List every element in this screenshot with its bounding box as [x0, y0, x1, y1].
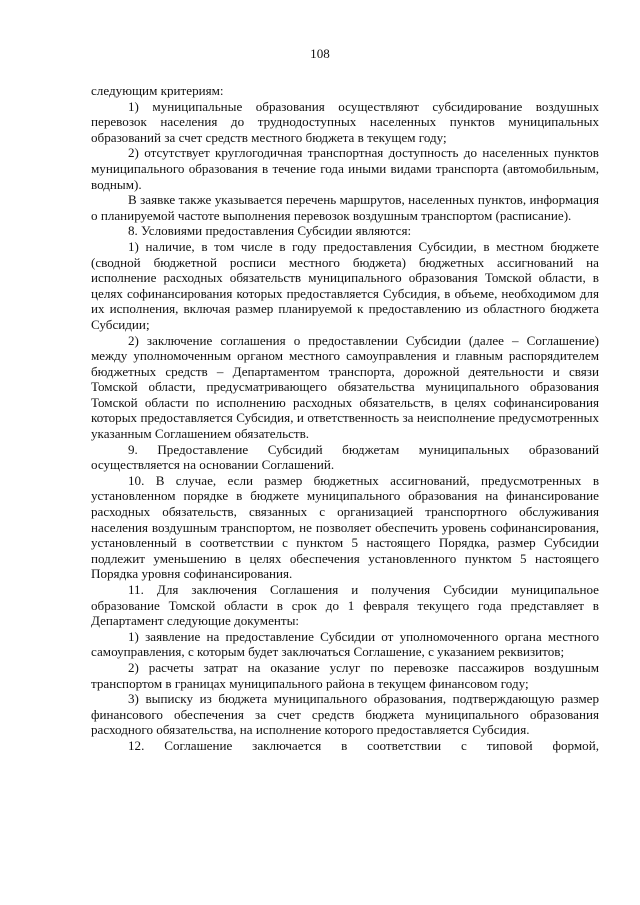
paragraph-criteria-intro: следующим критериям: [91, 83, 224, 98]
paragraph-criterion-2: 2) отсутствует круглогодичная транспортная доступность до населенных пунктов муниципального образования в течение года иными видами транспорта (автомобильным, водным). [91, 145, 599, 192]
paragraph-item-12: 12. Соглашение заключается в соответствии с типовой формой, [128, 737, 599, 753]
paragraph-condition-2: 2) заключение соглашения о предоставлении Субсидии (далее – Соглашение) между уполномоченным органом местного самоуправления и главным распорядителем бюджетных средств – Департаментом транспорта, дорожной деятельности и связи Томской области, предусматривающего обязательства муниципального образования Томской области по исполнению расходных обязательств, в целях софинансирования которых предоставляется Субсидия, и ответственность за неисполнение предусмотренных указанным Соглашением обязательств. [91, 332, 599, 442]
paragraph-document-2: 2) расчеты затрат на оказание услуг по перевозке пассажиров воздушным транспортом в границах муниципального района в текущем финансовом году; [91, 659, 599, 691]
paragraph-item-10: 10. В случае, если размер бюджетных ассигнований, предусмотренных в установленном порядке в бюджете муниципального образования на финансирование расходных обязательств, связанных с организацией транспортного обслуживания населения воздушным транспортом, не позволяет обеспечить уровень софинансирования, установленный в соответствии с пунктом 5 настоящего Порядка, размер Субсидии подлежит уменьшению в целях обеспечения установленного пунктом 5 настоящего Порядка уровня софинансирования. [91, 472, 599, 582]
paragraph-item-9: 9. Предоставление Субсидий бюджетам муниципальных образований осуществляется на основании Соглашений. [91, 441, 599, 473]
paragraph-document-1: 1) заявление на предоставление Субсидии от уполномоченного органа местного самоуправления, с которым будет заключаться Соглашение, с указанием реквизитов; [91, 628, 599, 660]
paragraph-criterion-1: 1) муниципальные образования осуществляют субсидирование воздушных перевозок населения до труднодоступных населенных пунктов муниципальных образований за счет средств местного бюджета в текущем году; [91, 98, 599, 145]
paragraph-item-11: 11. Для заключения Соглашения и получения Субсидии муниципальное образование Томской области в срок до 1 февраля текущего года представляет в Департамент следующие документы: [91, 582, 599, 629]
page-number: 108 [310, 46, 330, 61]
paragraph-item-8: 8. Условиями предоставления Субсидии являются: [128, 223, 412, 239]
paragraph-application-routes: В заявке также указывается перечень маршрутов, населенных пунктов, информация о планируемой частоте выполнения перевозок воздушным транспортом (расписание). [91, 192, 599, 223]
paragraph-document-3: 3) выписку из бюджета муниципального образования, подтверждающую размер финансового обеспечения за счет средств бюджета муниципального образования расходного обязательства, на исполнение которого предоставляется Субсидия. [91, 691, 599, 738]
paragraph-condition-1: 1) наличие, в том числе в году предоставления Субсидии, в местном бюджете (сводной бюджетной росписи местного бюджета) бюджетных ассигнований на исполнение расходных обязательств муниципального образования Томской области, в целях софинансирования которых предоставляется Субсидия, в объеме, необходимом для их исполнения, включая размер планируемой к предоставлению из областного бюджета Субсидии; [91, 238, 599, 332]
document-body [91, 83, 599, 754]
